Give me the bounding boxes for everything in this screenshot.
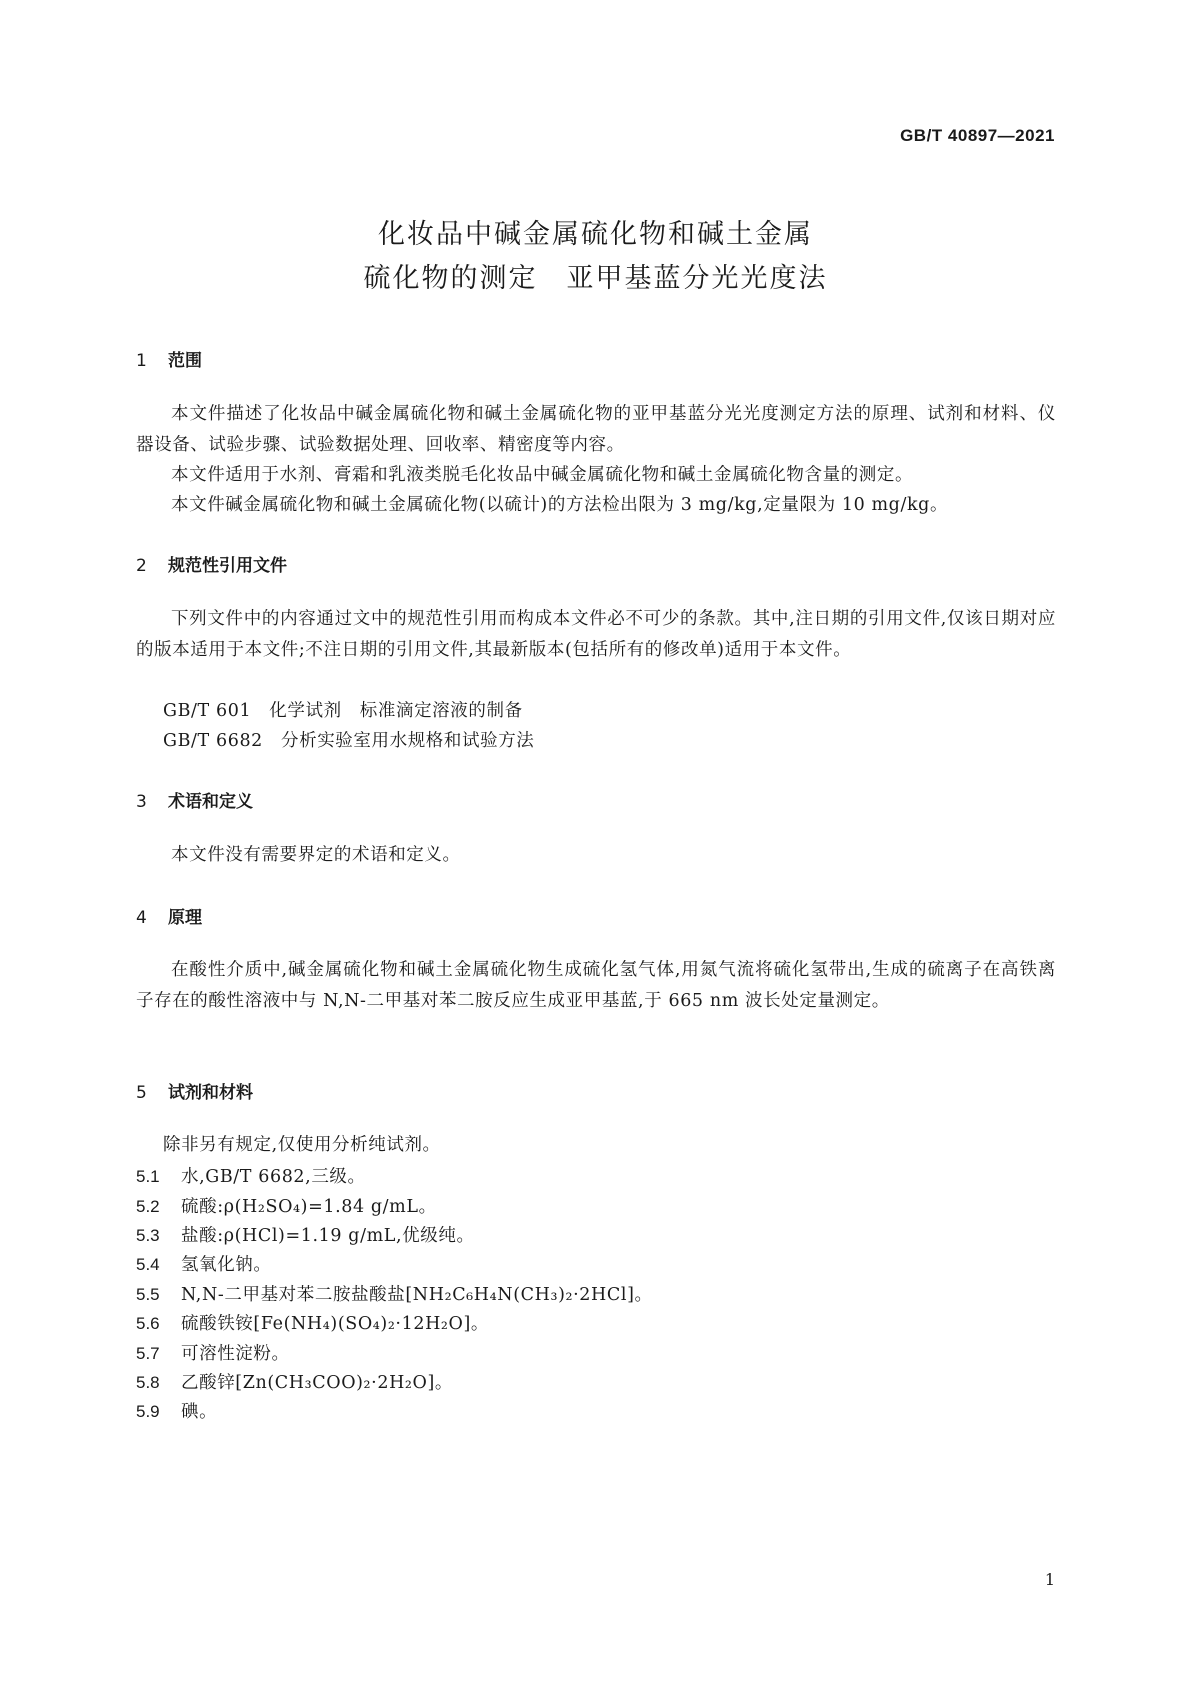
section-title: 范围: [168, 351, 202, 371]
section-number: 2: [136, 556, 147, 576]
reagent-item: [136, 1222, 475, 1247]
section-2-heading: [136, 551, 287, 576]
normative-reference: GB/T 6682 分析实验室用水规格和试验方法: [163, 731, 535, 751]
document-title-line-2: 硫化物的测定 亚甲基蓝分光光度法: [363, 263, 828, 294]
normative-reference: GB/T 601 化学试剂 标准滴定溶液的制备: [163, 701, 523, 721]
item-number: 5.3: [136, 1226, 160, 1245]
section-5-intro: 除非另有规定,仅使用分析纯试剂。: [163, 1135, 441, 1155]
reagent-item: [136, 1398, 217, 1423]
section-3-heading: [136, 787, 253, 812]
section-title: 原理: [168, 908, 202, 928]
section-number: 3: [136, 792, 147, 812]
item-number: 5.1: [136, 1167, 160, 1186]
section-4-heading: [136, 903, 202, 928]
section-number: 1: [136, 351, 147, 371]
item-text: 可溶性淀粉。: [181, 1344, 290, 1364]
reagent-item: [136, 1251, 272, 1276]
item-number: 5.6: [136, 1314, 160, 1333]
reagent-item: [136, 1163, 366, 1188]
section-4-paragraph: 在酸性介质中,碱金属硫化物和碱土金属硫化物生成硫化氢气体,用氮气流将硫化氢带出,生成的硫离子在高铁离子存在的酸性溶液中与 N,N-二甲基对苯二胺反应生成亚甲基蓝,于 665 nm 波长处定量测定。: [136, 960, 1056, 1011]
section-title: 规范性引用文件: [168, 556, 287, 576]
section-3-paragraph: 本文件没有需要界定的术语和定义。: [171, 845, 461, 865]
section-1-paragraph-1: 本文件描述了化妆品中碱金属硫化物和碱土金属硫化物的亚甲基蓝分光光度测定方法的原理、试剂和材料、仪器设备、试验步骤、试验数据处理、回收率、精密度等内容。: [136, 404, 1056, 455]
section-title: 试剂和材料: [168, 1083, 253, 1103]
item-text: 乙酸锌[Zn(CH₃COO)₂·2H₂O]。: [181, 1373, 454, 1393]
document-title-line-1: 化妆品中碱金属硫化物和碱土金属: [378, 219, 813, 250]
item-number: 5.9: [136, 1402, 160, 1421]
item-text: 氢氧化钠。: [181, 1255, 272, 1275]
reagent-item: [136, 1369, 453, 1394]
item-number: 5.4: [136, 1255, 160, 1274]
section-2-paragraph: 下列文件中的内容通过文中的规范性引用而构成本文件必不可少的条款。其中,注日期的引用文件,仅该日期对应的版本适用于本文件;不注日期的引用文件,其最新版本(包括所有的修改单)适用于本文件。: [136, 609, 1056, 660]
item-number: 5.8: [136, 1373, 160, 1392]
standard-number: GB/T 40897—2021: [900, 126, 1055, 145]
item-number: 5.5: [136, 1285, 160, 1304]
section-title: 术语和定义: [168, 792, 253, 812]
section-1-paragraph-2: 本文件适用于水剂、膏霜和乳液类脱毛化妆品中碱金属硫化物和碱土金属硫化物含量的测定。: [171, 465, 914, 485]
item-text: 硫酸铁铵[Fe(NH₄)(SO₄)₂·12H₂O]。: [181, 1314, 490, 1334]
item-text: 硫酸:ρ(H₂SO₄)=1.84 g/mL。: [181, 1197, 437, 1217]
section-number: 4: [136, 908, 147, 928]
section-1-paragraph-3: 本文件碱金属硫化物和碱土金属硫化物(以硫计)的方法检出限为 3 mg/kg,定量限为 10 mg/kg。: [171, 495, 949, 515]
item-text: N,N-二甲基对苯二胺盐酸盐[NH₂C₆H₄N(CH₃)₂·2HCl]。: [181, 1285, 653, 1305]
reagent-item: [136, 1340, 290, 1365]
section-number: 5: [136, 1083, 147, 1103]
item-text: 碘。: [181, 1402, 218, 1422]
section-5-heading: [136, 1078, 253, 1103]
page-number: 1: [1044, 1570, 1055, 1589]
reagent-item: [136, 1281, 653, 1306]
section-1-heading: [136, 346, 202, 371]
item-number: 5.2: [136, 1197, 160, 1216]
reagent-item: [136, 1310, 489, 1335]
reagent-item: [136, 1193, 437, 1218]
item-text: 水,GB/T 6682,三级。: [181, 1167, 366, 1187]
item-text: 盐酸:ρ(HCl)=1.19 g/mL,优级纯。: [181, 1226, 475, 1246]
item-number: 5.7: [136, 1344, 160, 1363]
